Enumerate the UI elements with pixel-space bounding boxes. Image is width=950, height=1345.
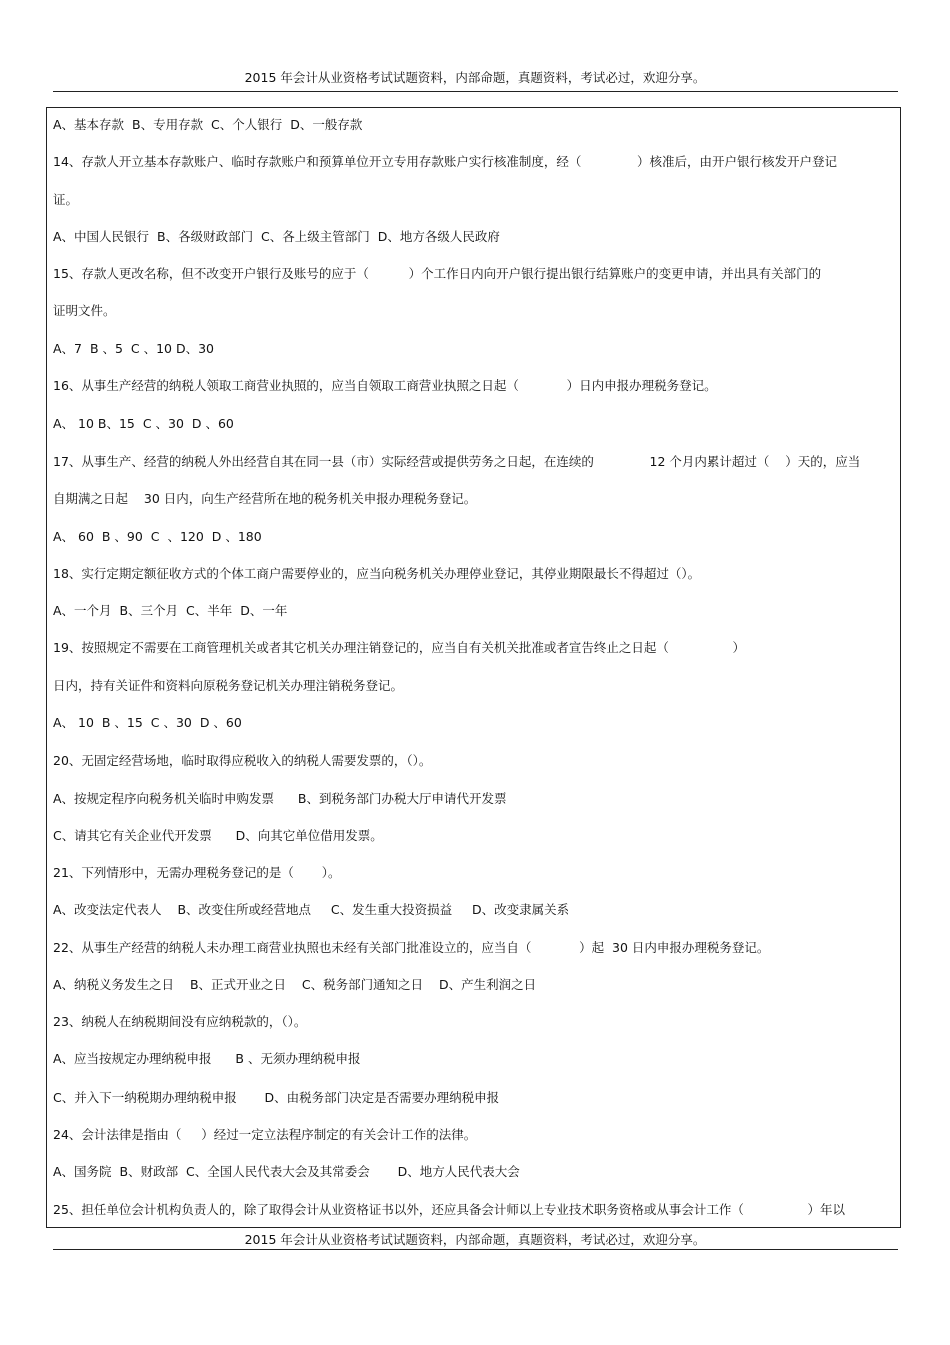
text-line: A、按规定程序向税务机关临时申购发票 B、到税务部门办税大厅申请代开发票 [53,791,507,806]
text-line: 24、会计法律是指由（ ）经过一定立法程序制定的有关会计工作的法律。 [53,1127,477,1142]
text-line: A、中国人民银行 B、各级财政部门 C、各上级主管部门 D、地方各级人民政府 [53,229,500,244]
text-line: A、纳税义务发生之日 B、正式开业之日 C、税务部门通知之日 D、产生利润之日 [53,977,537,992]
page-header: 2015 年会计从业资格考试试题资料，内部命题，真题资料，考试必过，欢迎分享。 [244,70,706,85]
text-line: 证明文件。 [53,303,116,318]
text-line: A、一个月 B、三个月 C、半年 D、一年 [53,603,288,618]
text-line: 18、实行定期定额征收方式的个体工商户需要停业的，应当向税务机关办理停业登记，其停业期限最长不得超过（）。 [53,566,701,581]
text-line: 20、无固定经营场地，临时取得应税收入的纳税人需要发票的，（）。 [53,753,432,768]
text-line: A、国务院 B、财政部 C、全国人民代表大会及其常委会 D、地方人民代表大会 [53,1164,520,1179]
text-line: C、请其它有关企业代开发票 D、向其它单位借用发票。 [53,828,383,843]
text-line: 15、存款人更改名称，但不改变开户银行及账号的应于（ ）个工作日内向开户银行提出银行结算账户的变更申请，并出具有关部门的 [53,266,822,281]
text-line: 16、从事生产经营的纳税人领取工商营业执照的，应当自领取工商营业执照之日起（ ）日内申报办理税务登记。 [53,378,717,393]
text-line: 证。 [53,192,79,207]
text-line: A、基本存款 B、专用存款 C、个人银行 D、一般存款 [53,117,363,132]
page-footer: 2015 年会计从业资格考试试题资料，内部命题，真题资料，考试必过，欢迎分享。 [244,1232,706,1247]
text-line: C、并入下一纳税期办理纳税申报 D、由税务部门决定是否需要办理纳税申报 [53,1090,500,1105]
text-line: A、 10 B、15 C 、30 D 、60 [53,416,234,431]
text-line: A、应当按规定办理纳税申报 B 、无须办理纳税申报 [53,1051,361,1066]
header-rule [53,91,898,92]
text-line: 21、下列情形中，无需办理税务登记的是（ ）。 [53,865,341,880]
text-line: 17、从事生产、经营的纳税人外出经营自其在同一县（市）实际经营或提供劳务之日起，在连续的 12 个月内累计超过（ ）天的，应当 [53,454,861,469]
text-line: 25、担任单位会计机构负责人的，除了取得会计从业资格证书以外，还应具备会计师以上专业技术职务资格或从事会计工作（ ）年以 [53,1202,845,1217]
text-line: A、7 B 、5 C 、10 D、30 [53,341,215,356]
footer-rule [53,1249,898,1250]
text-line: A、改变法定代表人 B、改变住所或经营地点 C、发生重大投资损益 D、改变隶属关系 [53,902,570,917]
text-line: 14、存款人开立基本存款账户、临时存款账户和预算单位开立专用存款账户实行核准制度，经（ ）核准后，由开户银行核发开户登记 [53,154,838,169]
text-line: 22、从事生产经营的纳税人未办理工商营业执照也未经有关部门批准设立的，应当自（ ）起 30 日内申报办理税务登记。 [53,940,770,955]
text-line: 19、按照规定不需要在工商管理机关或者其它机关办理注销登记的，应当自有关机关批准或者宣告终止之日起（ ） [53,640,745,655]
text-line: A、 10 B 、15 C 、30 D 、60 [53,715,242,730]
text-line: A、 60 B 、90 C 、120 D 、180 [53,529,262,544]
text-line: 日内，持有关证件和资料向原税务登记机关办理注销税务登记。 [53,678,404,693]
text-line: 23、纳税人在纳税期间没有应纳税款的，（）。 [53,1014,307,1029]
text-line: 自期满之日起 30 日内，向生产经营所在地的税务机关申报办理税务登记。 [53,491,477,506]
